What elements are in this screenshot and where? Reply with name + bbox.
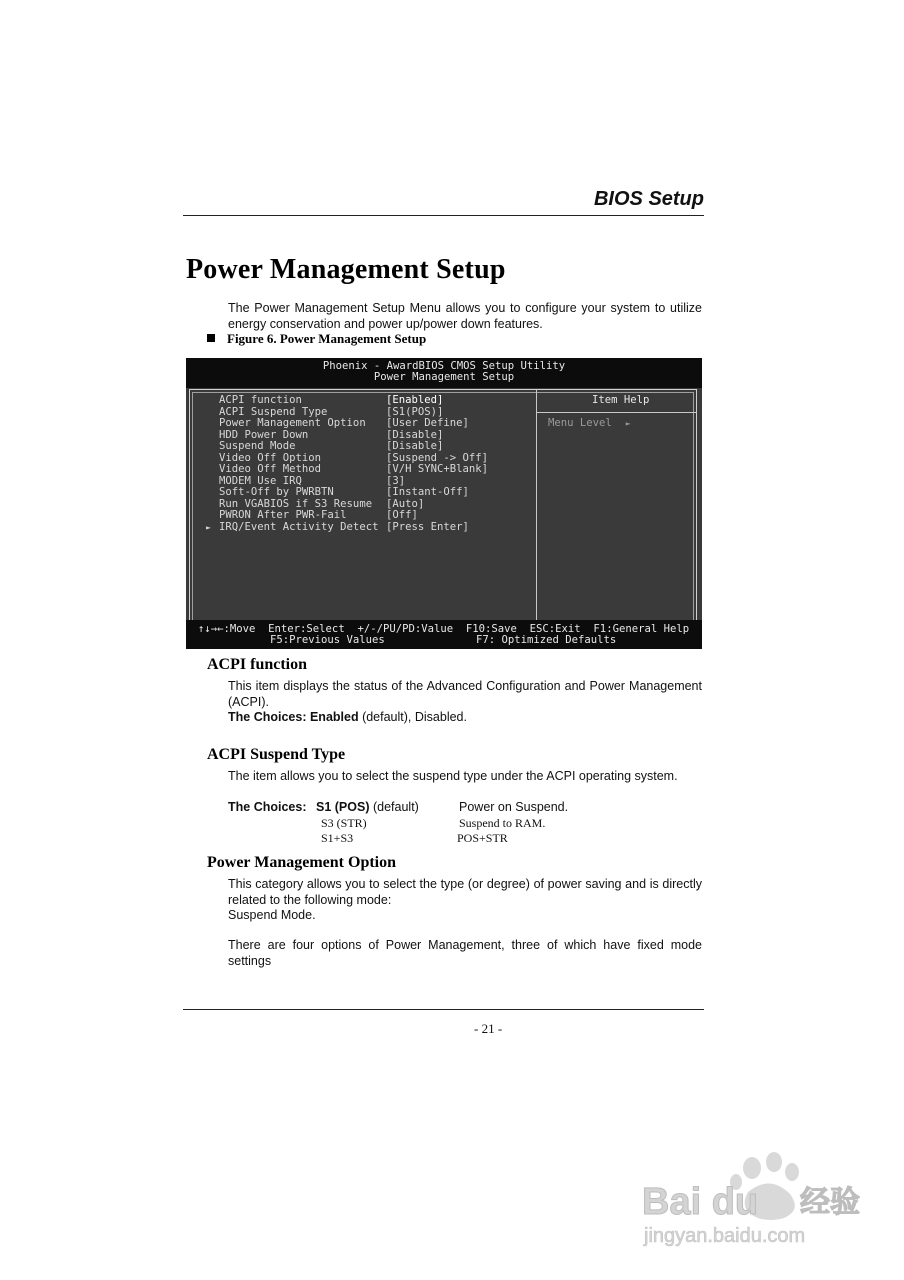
bios-item-label: IRQ/Event Activity Detect — [219, 520, 379, 533]
page-title: Power Management Setup — [186, 254, 506, 285]
bios-subtitle: Power Management Setup — [373, 371, 515, 383]
footer-rule — [183, 1009, 704, 1010]
bios-item-value[interactable]: [Off] — [386, 509, 418, 521]
bios-item-value[interactable]: [V/H SYNC+Blank] — [386, 463, 489, 475]
bios-footer-f7: F7: Optimized Defaults — [476, 634, 617, 646]
acpi-function-body: This item displays the status of the Advanced Configuration and Power Management (ACPI). — [228, 679, 702, 709]
bios-item-value[interactable]: [S1(POS)] — [386, 405, 444, 418]
header-title: BIOS Setup — [593, 188, 704, 210]
bios-item-label: Run VGABIOS if S3 Resume — [219, 497, 373, 510]
bios-item-label: HDD Power Down — [219, 428, 309, 441]
bullet-square-icon — [207, 334, 215, 342]
bios-divider — [536, 390, 537, 646]
bios-footer-f5: F5:Previous Values — [270, 634, 385, 646]
section-heading-acpi-suspend: ACPI Suspend Type — [207, 746, 346, 763]
bios-item-value[interactable]: [Suspend -> Off] — [386, 451, 489, 464]
svg-text:经验: 经验 — [800, 1185, 860, 1220]
menu-level-arrow-icon: ► — [625, 419, 631, 428]
pm-option-body2: There are four options of Power Management, three of which have fixed mode settings — [228, 938, 702, 968]
bios-footer-keys: ↑↓→←:Move Enter:Select +/-/PU/PD:Value F10:Save ESC:Exit F1:General Help — [198, 623, 690, 635]
acpi-suspend-desc-s1s3: POS+STR — [457, 831, 508, 845]
acpi-suspend-choices-label: The Choices: — [228, 800, 307, 814]
page-number: - 21 - — [474, 1021, 503, 1036]
bios-item-value[interactable]: [Disable] — [386, 440, 444, 452]
acpi-suspend-desc-s3: Suspend to RAM. — [459, 816, 546, 830]
item-help-title: Item Help — [592, 394, 650, 406]
bios-footer — [186, 620, 702, 649]
bios-item-label: Soft-Off by PWRBTN — [219, 486, 334, 498]
bios-item-value[interactable]: [Auto] — [386, 497, 425, 510]
baidu-paw-logo-icon — [640, 1148, 870, 1248]
acpi-suspend-option-s1: S1 (POS) (default) — [316, 800, 419, 814]
bios-item-value[interactable]: [Enabled] — [386, 394, 444, 406]
bios-item-label: Suspend Mode — [219, 440, 296, 452]
bios-item-label: MODEM Use IRQ — [219, 474, 302, 487]
menu-level: Menu Level ► — [548, 417, 631, 429]
section-heading-acpi-function: ACPI function — [207, 656, 308, 673]
svg-text:Bai du: Bai du — [642, 1181, 759, 1223]
pm-option-mode: Suspend Mode. — [228, 908, 316, 922]
bios-screenshot — [186, 358, 702, 649]
bios-title-bar — [186, 358, 702, 388]
baidu-jingyan-watermark — [640, 1148, 870, 1248]
figure-caption-text: Figure 6. Power Management Setup — [227, 331, 427, 346]
acpi-suspend-option-s1s3: S1+S3 — [321, 831, 354, 845]
intro-paragraph: The Power Management Setup Menu allows you to configure your system to utilize energy conservation and power up/power down features. — [228, 301, 702, 331]
bios-item-value[interactable]: [Press Enter] — [386, 520, 469, 533]
bios-item-label: ACPI Suspend Type — [219, 405, 328, 418]
header-rule — [183, 215, 704, 216]
acpi-suspend-option-s3: S3 (STR) — [321, 816, 367, 830]
bios-item-value[interactable]: [3] — [386, 474, 406, 487]
bios-help-divider — [537, 412, 697, 413]
figure-caption — [207, 331, 426, 347]
pm-option-body: This category allows you to select the type (or degree) of power saving and is directly related to the following mode: — [228, 877, 702, 907]
acpi-function-choices: The Choices: Enabled (default), Disabled. — [228, 710, 467, 724]
bios-item-value[interactable]: [User Define] — [386, 417, 469, 429]
section-heading-pm-option: Power Management Option — [207, 854, 397, 871]
bios-item-label: PWRON After PWR-Fail — [219, 509, 347, 521]
bios-title: Phoenix - AwardBIOS CMOS Setup Utility — [322, 360, 566, 372]
submenu-arrow-icon: ► — [206, 522, 211, 532]
bios-item-label: Video Off Method — [219, 463, 322, 475]
bios-item-label: ACPI function — [219, 394, 302, 406]
bios-item-label: Power Management Option — [219, 417, 366, 429]
acpi-suspend-body: The item allows you to select the suspend type under the ACPI operating system. — [228, 769, 678, 783]
svg-text:jingyan.baidu.com: jingyan.baidu.com — [644, 1225, 806, 1247]
bios-item-value[interactable]: [Instant-Off] — [386, 486, 469, 498]
bios-item-value[interactable]: [Disable] — [386, 428, 444, 441]
acpi-suspend-desc-s1: Power on Suspend. — [459, 800, 569, 814]
bios-item-label: Video Off Option — [219, 451, 322, 464]
